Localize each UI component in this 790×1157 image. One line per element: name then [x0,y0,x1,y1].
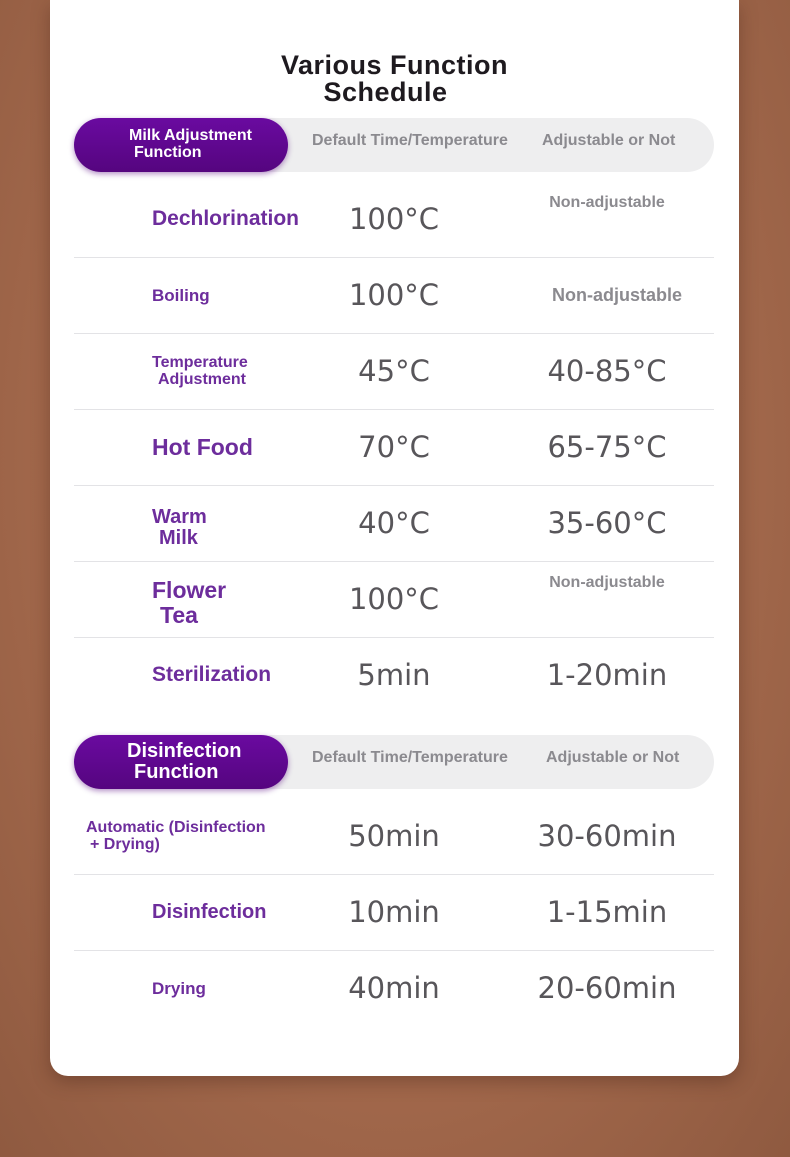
row-default-value: 50min [348,819,440,853]
row-name-line1: Drying [152,978,206,998]
milk-pill-line2: Function [134,144,202,161]
disinfection-rows [74,799,714,1026]
milk-pill-line1: Milk Adjustment [129,127,252,145]
disinfection-section [74,735,714,1026]
schedule-card [50,0,739,1076]
row-adjustable-value: 20-60min [537,971,677,1005]
disinfection-header-bar [74,735,714,789]
row-default-value: 40min [348,971,440,1005]
row-adjustable-value: 1-15min [546,895,668,929]
page-title [50,52,739,106]
disinfection-pill-line2: Function [134,761,219,783]
row-name-line2: Tea [160,601,198,628]
row-default-value: 100°C [348,582,440,616]
row-name [86,799,316,874]
row-name-line1: Disinfection [152,901,267,923]
row-name-line1: Warm [152,505,207,528]
table-row [74,334,714,410]
row-name-line2: Milk [159,526,198,549]
row-name-line1: Flower [152,577,227,604]
row-default-value: 100°C [348,278,440,312]
milk-header-bar [74,118,714,172]
row-name-line2: Adjustment [158,370,246,388]
row-adjustable-value: Non-adjustable [549,574,665,591]
page-title-line1: Various Function [280,50,509,80]
page-title-line2: Schedule [323,77,448,107]
row-adjustable-value: 30-60min [537,819,677,853]
row-default-value: 5min [357,658,431,692]
table-row [74,410,714,486]
table-row [74,182,714,258]
table-row [74,562,714,638]
row-adjustable-value: 1-20min [546,658,668,692]
row-name-line1: Sterilization [152,663,272,687]
disinfection-pill-line1: Disinfection [127,740,242,762]
row-default-value: 45°C [358,354,430,388]
table-row [74,258,714,334]
row-name-line1: Automatic (Disinfection [86,818,266,836]
row-default-value: 100°C [348,202,440,236]
row-name-line1: Hot Food [152,434,253,461]
disinfection-function-pill [74,735,288,789]
row-name-line1: Dechlorination [152,207,300,231]
row-adjustable-value: 65-75°C [547,430,667,464]
row-name-line1: Temperature [152,353,248,371]
row-default-value: 10min [348,895,440,929]
table-row [74,799,714,875]
table-row [74,951,714,1026]
row-default-value: 70°C [358,430,430,464]
row-name-line2: + Drying) [90,835,160,853]
milk-function-pill [74,118,288,172]
row-adjustable-value: 35-60°C [547,506,667,540]
milk-rows [74,182,714,713]
milk-header-default: Default Time/Temperature [312,132,508,149]
milk-header-adjustable: Adjustable or Not [542,132,676,149]
milk-section [74,118,714,713]
row-name-line1: Boiling [152,285,210,305]
row-adjustable-value: Non-adjustable [549,194,665,211]
row-adjustable-value: 40-85°C [547,354,667,388]
table-row [74,486,714,562]
table-row [74,638,714,713]
disinfection-header-default: Default Time/Temperature [312,749,508,766]
row-adjustable-value: Non-adjustable [551,285,682,305]
row-default-value: 40°C [358,506,430,540]
disinfection-header-adjustable: Adjustable or Not [546,749,680,766]
table-row [74,875,714,951]
